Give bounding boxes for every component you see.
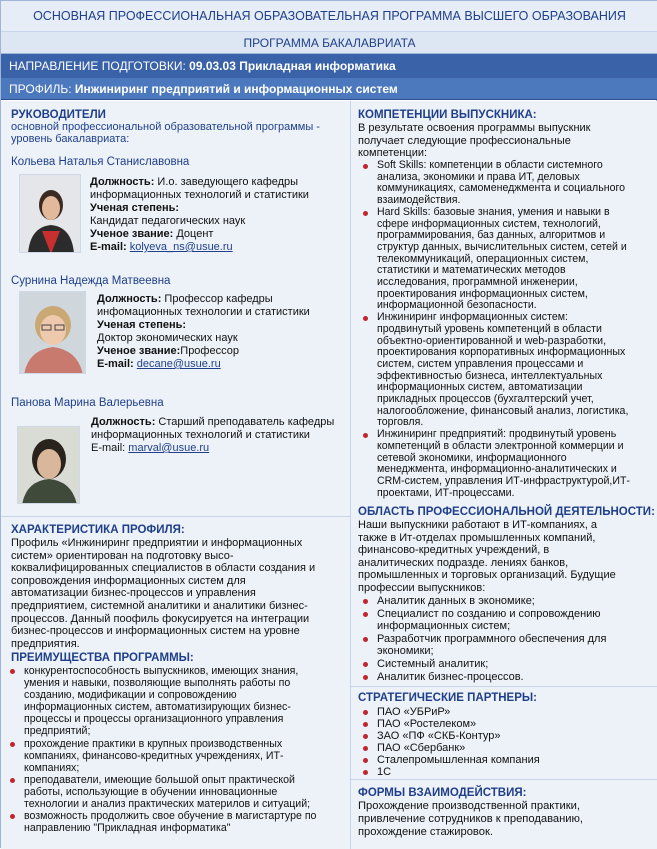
- text-line: получает следующие профессиональные: [358, 134, 571, 147]
- list-item: [358, 633, 656, 658]
- text-line: прохождение стажировок.: [358, 826, 493, 838]
- text-line: Аналитик данных в экономике;: [377, 595, 535, 607]
- list-item: [358, 312, 656, 429]
- text-line: экономики;: [377, 645, 434, 658]
- position-value: инфомационных технологии и статистики: [97, 306, 310, 318]
- text-line: технологии и анализ практических материлов и ситуаций;: [24, 798, 311, 811]
- text-line: Инжиниринг предприятий: продвинутый уровень: [377, 428, 617, 441]
- text-line: CRM-систем, управления ИТ-инфраструктурой,ИТ-: [377, 474, 630, 487]
- leaders-subtitle-line: основной профессиональной образовательной программы -: [11, 121, 320, 133]
- leader-info: [90, 176, 309, 254]
- text-line: автоматизации бизнес-процессов и управления: [11, 587, 256, 600]
- position-value: И.о. заведующего кафедры: [157, 176, 299, 188]
- text-line: Инжиниринг информационных систем:: [377, 311, 568, 324]
- text-line: коквалифицированных специалистов в области создания и: [11, 562, 316, 575]
- direction-bar: [1, 54, 657, 78]
- leaders-title: РУКОВОДИТЕЛИ: [11, 109, 106, 121]
- leader-name: Кольева Наталья Станиславовна: [11, 156, 190, 168]
- list-item: [358, 608, 656, 633]
- position-label: Должность:: [91, 416, 156, 428]
- leader-info: [97, 293, 310, 371]
- text-line: Аналитик бизнес-процессов.: [377, 670, 524, 683]
- list-item: [5, 810, 347, 834]
- degree-label: Ученая степень:: [90, 202, 180, 214]
- degree-value: Доктор экономических наук: [97, 332, 238, 344]
- partners-list: [358, 706, 656, 778]
- text-line: информационной безопасности.: [377, 299, 537, 312]
- list-item: [358, 429, 656, 499]
- email-link[interactable]: marval@usue.ru: [128, 442, 210, 454]
- portrait-icon: [20, 175, 81, 253]
- text-line: компетенции:: [358, 147, 428, 160]
- list-item: ПАО «УБРиР»: [358, 706, 656, 718]
- text-line: анализа, экономики и права ИТ, деловых: [377, 170, 580, 183]
- text-line: процессов. Данный поофиль фокусируется на интеграции: [11, 612, 310, 625]
- text-line: информационных систем, автоматизации: [377, 381, 583, 394]
- list-item: [358, 595, 656, 608]
- text-line: сопровождения информационных систем для: [11, 574, 246, 587]
- direction-label: НАПРАВЛЕНИЕ ПОДГОТОВКИ:: [9, 59, 186, 73]
- text-line: сетевой экономики, информационного: [377, 451, 567, 464]
- text-line: систем» ориентирован на подготовку высо-: [11, 549, 234, 562]
- rank-value: Доцент: [176, 228, 214, 240]
- position-label: Должность:: [97, 293, 162, 305]
- rank-value: Профессор: [180, 345, 239, 357]
- text-line: менеджмента, информационно-аналитических и: [377, 463, 617, 476]
- list-item: [5, 665, 347, 738]
- interaction-text: [358, 800, 656, 839]
- position-value: информационных технологий и статистики: [90, 189, 309, 201]
- advantages-list: [5, 665, 347, 834]
- text-line: проектирования корпоративных информационных: [377, 346, 626, 359]
- direction-value: 09.03.03 Прикладная информатика: [189, 59, 396, 73]
- text-line: сфере информационных систем, технологий,: [377, 217, 601, 230]
- competencies-list: [358, 160, 656, 499]
- text-line: компаниях;: [24, 761, 80, 774]
- text-line: продвинутый уровень компетенций в области: [377, 322, 602, 335]
- program-level-header: ОСНОВНАЯ ПРОФЕССИОНАЛЬНАЯ ОБРАЗОВАТЕЛЬНАЯ ПРОГРАММА ВЫСШЕГО ОБРАЗОВАНИЯ: [1, 1, 657, 32]
- leader-photo: [17, 426, 80, 504]
- list-item: [5, 738, 347, 774]
- text-line: структур данных, вычислительных систем, сетей и: [377, 240, 627, 253]
- text-line: статистики и математических методов: [377, 264, 566, 277]
- list-item: ЗАО «ПФ «СКБ-Контур»: [358, 730, 656, 742]
- email-label: E-mail:: [91, 442, 126, 454]
- text-line: программирования, баз данных, алгоритмов и: [377, 229, 606, 242]
- list-item: [358, 207, 656, 312]
- text-line: Наши выпускники работают в ИТ-компаниях, а: [358, 519, 598, 531]
- position-value: Старший преподаватель кафедры: [158, 416, 335, 428]
- text-line: прикладных процессов (бухгалтерский учет,: [377, 393, 594, 406]
- leader-name: Панова Марина Валерьевна: [11, 397, 164, 409]
- text-line: предприятия.: [11, 637, 80, 650]
- career-title: ОБЛАСТЬ ПРОФЕССИОНАЛЬНОЙ ДЕЯТЕЛЬНОСТИ:: [358, 506, 655, 518]
- list-item: 1С: [358, 766, 656, 778]
- text-line: умения и навыки, позволяющие выполнять работы по: [24, 677, 291, 690]
- text-line: преподаватели, имеющие большой опыт практической: [24, 773, 295, 786]
- leaders-subtitle: [11, 121, 320, 145]
- text-line: процессы и процессы организационного управления: [24, 713, 284, 726]
- text-line: предприятием, системной аналитики и аналитики бизнес-: [11, 599, 308, 612]
- text-line: Системный аналитик;: [377, 657, 489, 670]
- text-line: эффективностью бизнеса, интеллектуальных: [377, 369, 603, 382]
- competencies-intro: [358, 122, 654, 160]
- text-line: созданию, модификации и сопровождению: [24, 689, 237, 702]
- leaders-subtitle-line: уровень бакалавриата:: [11, 133, 130, 145]
- profile-description: [11, 537, 346, 650]
- text-line: конкурентоспособность выпускников, имеющих знания,: [24, 665, 299, 677]
- text-line: привлечение сотрудников к преподаванию,: [358, 813, 584, 825]
- interaction-title: ФОРМЫ ВЗАИМОДЕЙСТВИЯ:: [358, 787, 527, 799]
- leader-name: Сурнина Надежда Матвеевна: [11, 275, 171, 287]
- text-line: компаниях, финансово-кредитных учреждениях, ИТ-: [24, 749, 284, 762]
- profile-bar: [1, 78, 657, 100]
- list-item: Сталепромышленная компания: [358, 754, 656, 766]
- email-label: E-mail:: [90, 241, 127, 253]
- text-line: Прохождение производственной практики,: [358, 800, 580, 812]
- text-line: компетенций в области электронной коммерции и: [377, 439, 624, 452]
- text-line: возможность продолжить свое обучение в магистартуре по: [24, 810, 317, 823]
- text-line: профессии выпускников:: [358, 581, 486, 594]
- email-link[interactable]: decane@usue.ru: [136, 358, 221, 370]
- portrait-icon: [20, 292, 86, 374]
- rank-label: Ученое звание:: [97, 345, 181, 357]
- career-list: [358, 595, 656, 683]
- email-link[interactable]: kolyeva_ns@usue.ru: [129, 241, 233, 253]
- position-value: информационных технологий и статистики: [91, 429, 310, 441]
- text-line: В результате освоения программы выпускник: [358, 122, 591, 134]
- degree-label: Ученая степень:: [97, 319, 187, 331]
- advantages-title: ПРЕИМУЩЕСТВА ПРОГРАММЫ:: [11, 652, 194, 664]
- text-line: Профиль «Инжиниринг предприятии и информационных: [11, 537, 303, 549]
- profile-value: Инжиниринг предприятий и информационных систем: [74, 82, 398, 96]
- text-line: исследования, программной инженерии,: [377, 276, 578, 289]
- partners-title: СТРАТЕГИЧЕСКИЕ ПАРТНЕРЫ:: [358, 692, 537, 704]
- rank-label: Ученое звание:: [90, 228, 174, 240]
- left-column: [1, 101, 350, 849]
- profile-title: ХАРАКТЕРИСТИКА ПРОФИЛЯ:: [11, 524, 185, 536]
- text-line: торговля.: [377, 416, 424, 429]
- text-line: предприятий;: [24, 725, 91, 738]
- text-line: промышленных и торговых организаций. Будущие: [358, 569, 616, 582]
- list-item: ПАО «Сбербанк»: [358, 742, 656, 754]
- program-type-header: ПРОГРАММА БАКАЛАВРИАТА: [1, 32, 657, 54]
- list-item: ПАО «Ростелеком»: [358, 718, 656, 730]
- text-line: информационных систем;: [377, 620, 511, 633]
- text-line: коммуникациях, самоменеджмента и социального: [377, 182, 625, 195]
- leader-info: [91, 416, 334, 455]
- position-label: Должность:: [90, 176, 155, 188]
- right-column: [350, 101, 657, 849]
- text-line: прохождение практики в крупных производственных: [24, 737, 283, 750]
- leader-photo: [19, 174, 81, 253]
- portrait-icon: [18, 427, 80, 504]
- list-item: [358, 671, 656, 684]
- text-line: Hard Skills: базовые знания, умения и навыки в: [377, 205, 610, 218]
- position-value: Профессор кафедры: [164, 293, 273, 305]
- degree-value: Кандидат педагогических наук: [90, 215, 246, 227]
- text-line: бизнес-процессов и информационных систем на уровне: [11, 625, 300, 638]
- text-line: финансово-кредитных учреждений, в: [358, 544, 550, 557]
- text-line: объектно-ориентированной и web-разработки,: [377, 334, 607, 347]
- leader-photo: [19, 291, 86, 374]
- text-line: систем, систем управления процессами и: [377, 357, 584, 370]
- text-line: проектирования информационных систем,: [377, 287, 588, 300]
- text-line: Разработчик программного обеспечения для: [377, 632, 607, 645]
- text-line: также в Ит-отделах промышленных компаний,: [358, 531, 596, 544]
- text-line: налогообложение, финансовый анализ, логистика,: [377, 404, 629, 417]
- text-line: Soft Skills: компетенции в области системного: [377, 159, 603, 171]
- competencies-title: КОМПЕТЕНЦИИ ВЫПУСКНИКА:: [358, 109, 537, 121]
- list-item: [358, 160, 656, 207]
- text-line: взаимодействия.: [377, 194, 461, 207]
- list-item: [5, 774, 347, 810]
- text-line: Специалист по созданию и сопровождению: [377, 607, 601, 620]
- text-line: аналитических подразде. лениях банков,: [358, 556, 569, 569]
- email-label: E-mail:: [97, 358, 134, 370]
- text-line: направлению "Прикладная информатика": [24, 822, 231, 835]
- list-item: [358, 658, 656, 671]
- text-line: работы, использующие в обучении инновационные: [24, 785, 278, 798]
- career-intro: [358, 519, 656, 595]
- text-line: информационных систем, автоматизирующих бизнес-: [24, 701, 291, 714]
- text-line: телекоммуникаций, операционных систем,: [377, 252, 589, 265]
- profile-label: ПРОФИЛЬ:: [9, 82, 72, 96]
- text-line: проектами, ИТ-процессами.: [377, 486, 515, 499]
